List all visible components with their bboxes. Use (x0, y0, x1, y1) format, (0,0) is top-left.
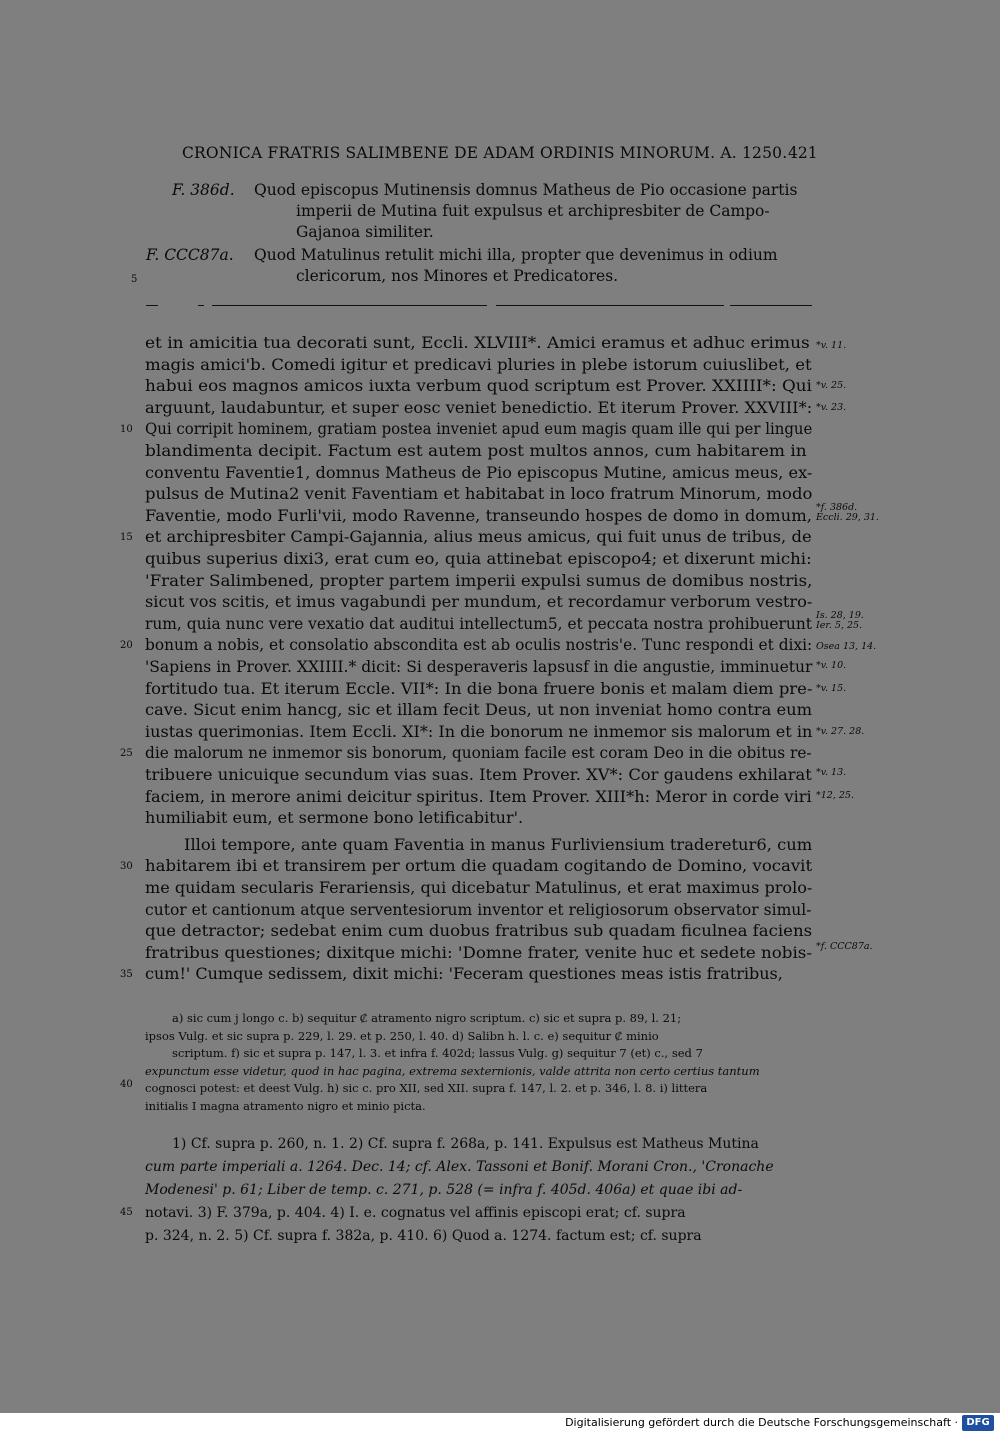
text-line: cave. Sicut enim hancg, sic et illam fecit Deus, ut non inveniat homo contra eum (145, 700, 813, 720)
summary-1-line-3: Gajanoa similiter. (296, 223, 434, 241)
margin-reference: *f. 386d. (816, 502, 858, 513)
line-number: 20 (120, 640, 133, 652)
footer-text: Digitalisierung gefördert durch die Deutsche Forschungsgemeinschaft · (565, 1416, 958, 1429)
separator-rule (198, 305, 204, 306)
apparatus-line: cognosci potest: et deest Vulg. h) sic c. pro XII, sed XII. supra f. 147, l. 2. et p. 346, l. 8. i) littera (145, 1081, 708, 1095)
line-number: 10 (120, 424, 133, 436)
margin-reference: *v. 27. 28. (816, 726, 865, 737)
note-line: cum parte imperiali a. 1264. Dec. 14; cf. Alex. Tassoni et Bonif. Morani Cron., 'Cronache (145, 1159, 774, 1175)
separator-rule (496, 305, 724, 306)
note-line: Modenesi' p. 61; Liber de temp. c. 271, p. 528 (= infra f. 405d. 406a) et quae ibi ad- (145, 1182, 743, 1198)
text-line: iustas querimonias. Item Eccli. XI*: In die bonorum ne inmemor sis malorum et in (145, 721, 813, 741)
text-line: habui eos magnos amicos iuxta verbum quod scriptum est Prover. XXIIII*: Qui (145, 376, 812, 396)
text-line: cum!' Cumque sedissem, dixit michi: 'Feceram questiones meas istis fratribus, (145, 964, 783, 984)
text-line: die malorum ne inmemor sis bonorum, quoniam facile est coram Deo in die obitus re- (145, 743, 812, 763)
line-number: 45 (120, 1207, 133, 1218)
line-number: 15 (120, 532, 133, 544)
text-line: quibus superius dixi3, erat cum eo, quia attinebat episcopo4; et dixerunt michi: (145, 549, 812, 568)
separator-rule (212, 305, 487, 306)
apparatus-line: scriptum. f) sic et supra p. 147, l. 3. et infra f. 402d; lassus Vulg. g) sequitur 7 (et) c., sed 7 (172, 1046, 703, 1060)
margin-reference: Ier. 5, 25. (816, 620, 863, 631)
margin-reference: Eccli. 29, 31. (816, 512, 879, 523)
text-line: 'Frater Salimbened, propter partem imperii expulsi sumus de domibus nostris, (145, 570, 813, 590)
text-line: habitarem ibi et transirem per ortum die quadam cogitando de Domino, vocavit (145, 856, 813, 876)
text-line: tribuere unicuique secundum vias suas. Item Prover. XV*: Cor gaudens exhilarat (145, 765, 812, 784)
summary-ref-2: F. CCC87a. (146, 246, 234, 264)
line-number: 40 (120, 1079, 133, 1090)
text-line: que detractor; sedebat enim cum duobus fratribus sub quadam ficulnea faciens (145, 921, 813, 941)
text-line: me quidam secularis Ferariensis, qui dicebatur Matulinus, et erat maximus prolo- (145, 878, 813, 897)
note-line: notavi. 3) F. 379a, p. 404. 4) I. e. cognatus vel affinis episcopi erat; cf. supra (145, 1205, 686, 1221)
margin-reference: Is. 28, 19. (816, 610, 864, 621)
text-line: bonum a nobis, et consolatio abscondita est ab oculis nostris'e. Tunc respondi et dixi: (145, 635, 813, 655)
text-line: Illoi tempore, ante quam Faventia in manus Furliviensium traderetur6, cum (184, 834, 813, 854)
apparatus-line: expunctum esse videtur, quod in hac pagina, extrema sexternionis, valde attrita non certo certius tantum (145, 1063, 760, 1078)
text-line: arguunt, laudabuntur, et super eosc veniet benedictio. Et iterum Prover. XXVIII*: (145, 397, 813, 417)
note-line: p. 324, n. 2. 5) Cf. supra f. 382a, p. 410. 6) Quod a. 1274. factum est; cf. supra (145, 1228, 702, 1244)
text-line: rum, quia nunc vere vexatio dat auditui intellectum5, et peccata nostra prohibuerunt (145, 613, 812, 633)
text-line: et archipresbiter Campi-Gajannia, alius meus amicus, qui fuit unus de tribus, de (145, 527, 812, 547)
margin-reference: *v. 10. (816, 660, 847, 671)
page-number: 421 (788, 144, 818, 162)
apparatus-line: initialis I magna atramento nigro et minio picta. (145, 1098, 426, 1113)
summary-1-line-1: Quod episcopus Mutinensis domnus Matheus de Pio occasione partis (254, 181, 798, 199)
summary-2-line-2: clericorum, nos Minores et Predicatores. (296, 267, 619, 285)
text-line: conventu Faventie1, domnus Matheus de Pio episcopus Mutine, amicus meus, ex- (145, 462, 813, 482)
text-line: faciem, in merore animi deicitur spiritus. Item Prover. XIII*h: Meror in corde viri (145, 786, 812, 806)
text-line: sicut vos scitis, et imus vagabundi per mundum, et recordamur verborum vestro- (145, 592, 813, 612)
text-line: Faventie, modo Furli'vii, modo Ravenne, transeundo hospes de domo in domum, (145, 505, 812, 525)
line-number: 35 (120, 969, 133, 981)
apparatus-line: a) sic cum j longo c. b) sequitur ₡ atramento nigro scriptum. c) sic et supra p. 89, l. 21; (172, 1011, 682, 1025)
margin-reference: *v. 13. (816, 767, 847, 778)
margin-reference: *v. 15. (816, 683, 847, 694)
margin-reference: *v. 23. (816, 402, 847, 413)
text-line: et in amicitia tua decorati sunt, Eccli. XLVIII*. Amici eramus et adhuc erimus (145, 333, 810, 352)
dfg-logo: DFG (962, 1415, 994, 1431)
text-line: humiliabit eum, et sermone bono letificabitur'. (145, 808, 524, 828)
separator-rule (730, 305, 812, 306)
line-number: 25 (120, 748, 133, 760)
margin-reference: *v. 11. (816, 340, 847, 351)
apparatus-line: ipsos Vulg. et sic supra p. 229, l. 29. et p. 250, l. 40. d) Salibn h. l. c. e) sequitur ₡ minio (145, 1028, 659, 1043)
footer-bar (0, 1413, 1000, 1434)
separator-rule (146, 305, 158, 306)
text-line: Qui corripit hominem, gratiam postea inveniet apud eum magis quam ille qui per lingue (145, 419, 813, 439)
text-line: blandimenta decipit. Factum est autem post multos annos, cum habitarem in (145, 441, 807, 460)
margin-reference: *12, 25. (816, 790, 854, 801)
text-line: pulsus de Mutina2 venit Faventiam et habitabat in loco fratrum Minorum, modo (145, 484, 813, 504)
line-number: 5 (131, 274, 138, 285)
text-line: cutor et cantionum atque serventesiorum inventor et religiosorum observator simul- (145, 899, 812, 919)
summary-2-line-1: Quod Matulinus retulit michi illa, propter que devenimus in odium (254, 246, 778, 264)
text-line: 'Sapiens in Prover. XXIIII.* dicit: Si desperaveris lapsusf in die angustie, imminuetur (145, 657, 813, 676)
text-line: magis amici'b. Comedi igitur et predicavi pluries in plebe istorum cuiuslibet, et (145, 354, 812, 374)
running-title: CRONICA FRATRIS SALIMBENE DE ADAM ORDINIS MINORUM. A. 1250. (182, 144, 788, 162)
note-line: 1) Cf. supra p. 260, n. 1. 2) Cf. supra f. 268a, p. 141. Expulsus est Matheus Mutina (172, 1136, 759, 1152)
text-line: fratribus questiones; dixitque michi: 'Domne frater, venite huc et sedete nobis- (145, 942, 812, 962)
margin-reference: Osea 13, 14. (816, 641, 877, 652)
text-line: fortitudo tua. Et iterum Eccle. VII*: In die bona fruere bonis et malam diem pre- (145, 678, 813, 698)
summary-ref-1: F. 386d. (172, 181, 235, 199)
line-number: 30 (120, 861, 133, 873)
margin-reference: *v. 25. (816, 380, 847, 391)
margin-reference: *f. CCC87a. (816, 941, 873, 952)
summary-1-line-2: imperii de Mutina fuit expulsus et archipresbiter de Campo- (296, 202, 770, 220)
